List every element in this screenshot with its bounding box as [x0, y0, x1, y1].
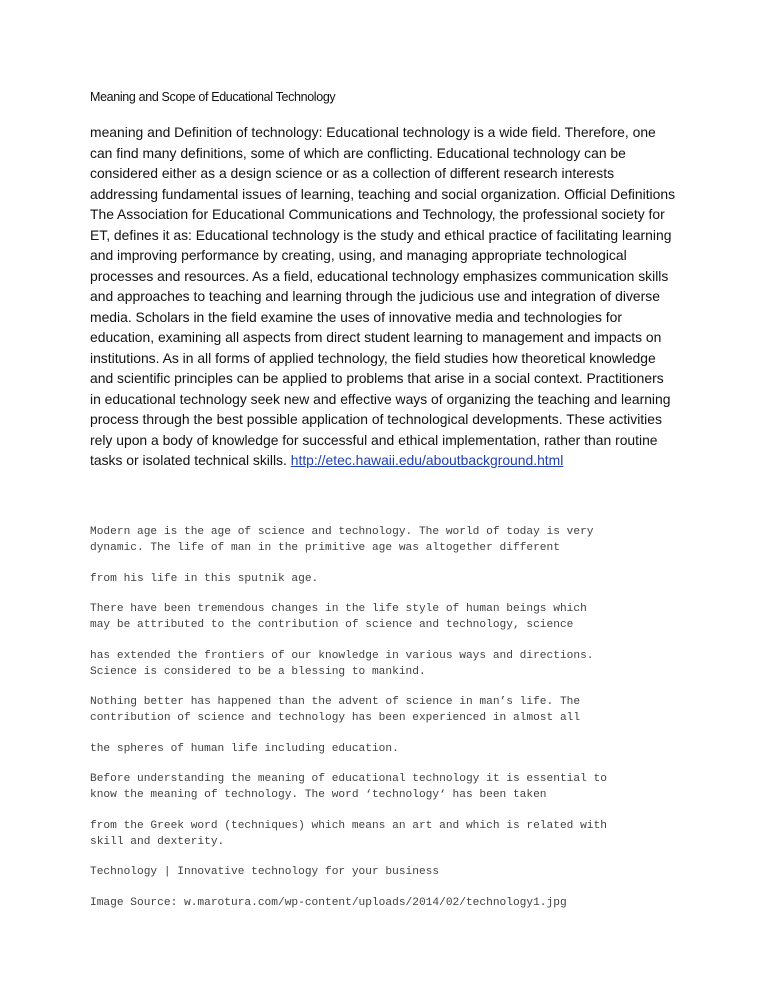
paragraph-last-line-text: tasks or isolated technical skills. — [90, 452, 291, 468]
mono-line: may be attributed to the contribution of science and technology, science — [90, 619, 574, 631]
mono-line: contribution of science and technology has been experienced in almost all — [90, 712, 581, 724]
paragraph-spacer — [90, 680, 690, 695]
mono-line: know the meaning of technology. The word ‘technology‘ has been taken — [90, 789, 547, 801]
paragraph-spacer — [90, 587, 690, 602]
mono-line: There have been tremendous changes in the life style of human beings which — [90, 603, 587, 615]
mono-line: Technology | Innovative technology for your business — [90, 866, 440, 878]
document-heading: Meaning and Scope of Educational Technology — [90, 90, 336, 104]
paragraph-line: institutions. As in all forms of applied technology, the field studies how theoretical knowledge — [90, 349, 656, 366]
paragraph-line: can find many definitions, some of which are conflicting. Educational technology can be — [90, 144, 626, 161]
mono-line: from the Greek word (techniques) which means an art and which is related with — [90, 819, 607, 832]
paragraph-line: in educational technology seek new and effective ways of organizing the teaching and learning — [90, 390, 671, 407]
paragraph-line: and approaches to teaching and learning through the judicious use and integration of diverse — [90, 288, 660, 304]
paragraph-line: process through the best possible application of technological developments. These activities — [90, 411, 662, 427]
paragraph-line: meaning and Definition of technology: Educational technology is a wide field. Therefore, one — [90, 124, 656, 140]
monospace-excerpt — [90, 524, 690, 911]
mono-line: Before understanding the meaning of educational technology it is essential to — [90, 773, 607, 785]
mono-line: Modern age is the age of science and technology. The world of today is very — [90, 526, 594, 538]
paragraph-spacer — [90, 633, 690, 648]
paragraph-line: processes and resources. As a field, educational technology emphasizes communication skills — [90, 267, 669, 284]
paragraph-line: ET, defines it as: Educational technology is the study and ethical practice of facilitating learning — [90, 226, 672, 243]
paragraph-line: rely upon a body of knowledge for successful and ethical implementation, rather than routine — [90, 431, 658, 448]
paragraph-spacer — [90, 757, 690, 772]
paragraph-last-line — [90, 450, 690, 471]
mono-line: skill and dexterity. — [90, 835, 225, 848]
paragraph-spacer — [90, 556, 690, 571]
paragraph-line: education, examining all aspects from direct student learning to management and impacts on — [90, 329, 662, 345]
mono-line: the spheres of human life including education. — [90, 742, 399, 755]
mono-line: dynamic. The life of man in the primitive age was altogether different — [90, 542, 560, 554]
source-link[interactable]: http://etec.hawaii.edu/aboutbackground.html — [290, 452, 564, 468]
paragraph-line: considered either as a design science or as a collection of different research interests — [90, 165, 615, 181]
paragraph-line: and improving performance by creating, using, and managing appropriate technological — [90, 247, 627, 263]
paragraph-line: The Association for Educational Communications and Technology, the professional society for — [90, 206, 665, 222]
paragraph-line: and scientific principles can be applied to problems that arise in a social context. Practitioners — [90, 370, 664, 386]
mono-line: Nothing better has happened than the advent of science in man’s life. The — [90, 696, 581, 708]
mono-line: Science is considered to be a blessing to mankind. — [90, 665, 426, 678]
paragraph-spacer — [90, 880, 690, 895]
paragraph-spacer — [90, 850, 690, 865]
paragraph-spacer — [90, 803, 690, 818]
mono-line: from his life in this sputnik age. — [90, 572, 319, 585]
mono-line: has extended the frontiers of our knowledge in various ways and directions. — [90, 649, 594, 662]
paragraph-line: media. Scholars in the field examine the uses of innovative media and technologies for — [90, 308, 623, 325]
image-source-line: Image Source: w.marotura.com/wp-content/uploads/2014/02/technology1.jpg — [90, 896, 567, 909]
definition-paragraph — [90, 122, 690, 471]
paragraph-spacer — [90, 726, 690, 741]
paragraph-line: addressing fundamental issues of learning, teaching and social organization. Official Definitions — [90, 185, 676, 202]
